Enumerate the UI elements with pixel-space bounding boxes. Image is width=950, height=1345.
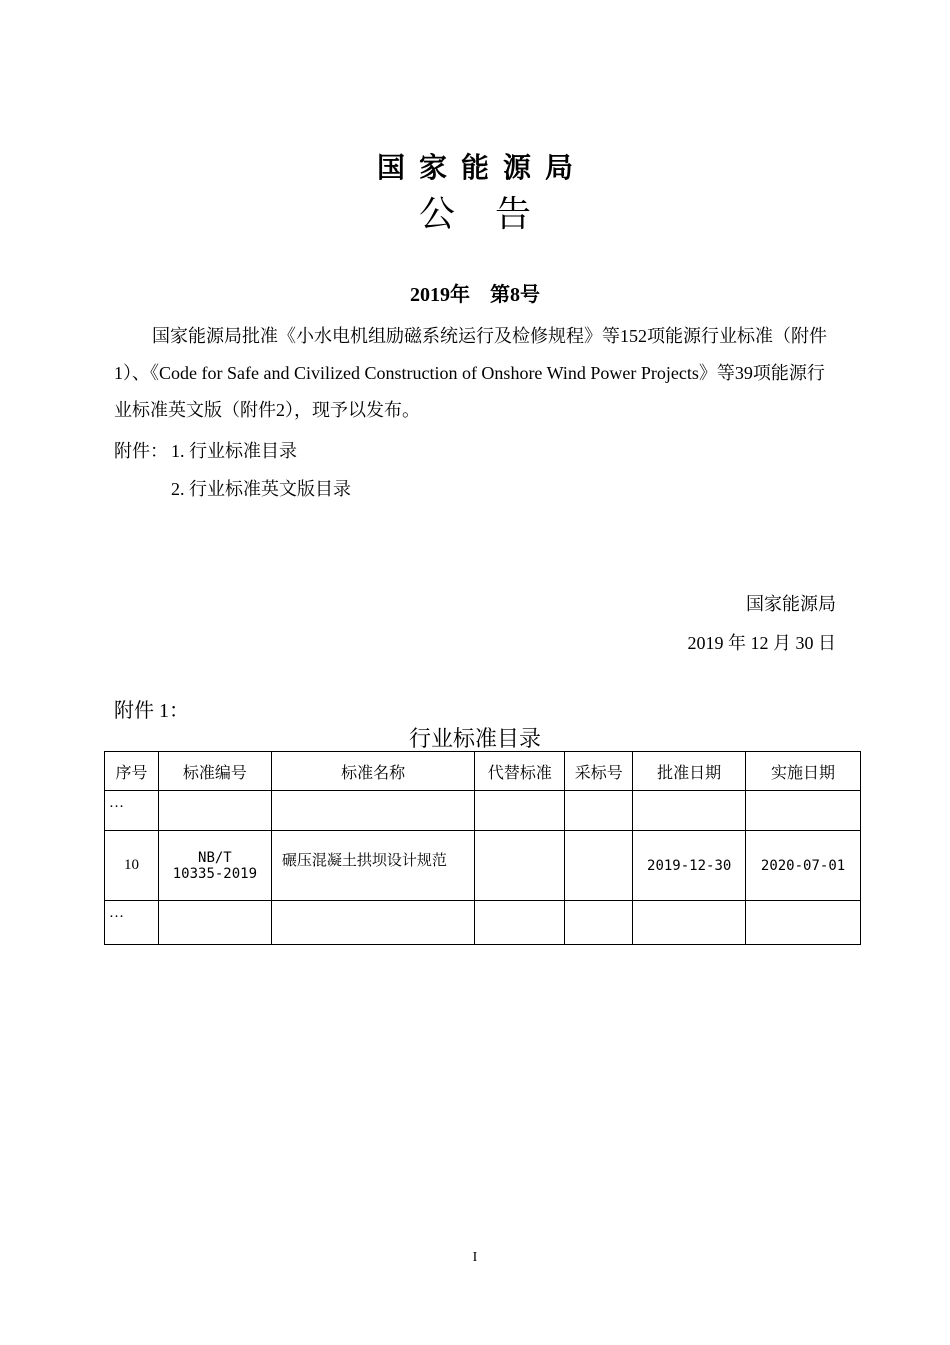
cell-code-line1: NB/T: [198, 849, 232, 866]
standards-table: [104, 751, 861, 945]
cell-replaces: [475, 791, 565, 831]
cell-adopt: [565, 901, 633, 945]
attachment-item-1: 1. 行业标准目录: [171, 441, 297, 461]
cell-implement-date: [746, 791, 861, 831]
attachment-item-2: 2. 行业标准英文版目录: [171, 479, 351, 499]
table-row: [105, 901, 861, 945]
issue-number: 2019年 第8号: [410, 284, 540, 306]
cell-implement-date: 2020-07-01: [746, 831, 861, 901]
cell-name: 碾压混凝土拱坝设计规范: [271, 831, 475, 901]
table-row: [105, 831, 861, 901]
cell-seq: …: [105, 901, 159, 945]
cell-approve-date: [633, 901, 746, 945]
cell-adopt: [565, 831, 633, 901]
attachments-label: 附件：: [114, 441, 168, 461]
col-header-approve-date: 批准日期: [633, 752, 746, 791]
cell-code-line2: 10335-2019: [172, 865, 258, 882]
col-header-adopt: 采标号: [565, 752, 633, 791]
col-header-replaces: 代替标准: [475, 752, 565, 791]
col-header-name: 标准名称: [271, 752, 475, 791]
cell-replaces: [475, 901, 565, 945]
annex-label: 附件 1：: [114, 700, 189, 722]
cell-code: [158, 901, 271, 945]
cell-name: [271, 901, 475, 945]
doc-type: 公告: [418, 194, 571, 234]
signature-org: 国家能源局: [746, 594, 836, 614]
cell-approve-date: 2019-12-30: [633, 831, 746, 901]
cell-adopt: [565, 791, 633, 831]
table-row: [105, 791, 861, 831]
cell-approve-date: [633, 791, 746, 831]
cell-seq: …: [105, 791, 159, 831]
cell-replaces: [475, 831, 565, 901]
announcement-paragraph: 国家能源局批准《小水电机组励磁系统运行及检修规程》等152项能源行业标准（附件1）、《Code for Safe and Civilized Construction of Onshore Wind Power Projects》等39项能源行业标准英文版（附件2），现予以发布。: [114, 326, 827, 420]
cell-seq: 10: [105, 831, 159, 901]
cell-name: [271, 791, 475, 831]
col-header-code: 标准编号: [158, 752, 271, 791]
table-header-row: [105, 752, 861, 791]
cell-code: [158, 791, 271, 831]
org-title: 国家能源局: [376, 153, 587, 184]
cell-implement-date: [746, 901, 861, 945]
col-header-implement-date: 实施日期: [746, 752, 861, 791]
table-title: 行业标准目录: [408, 726, 541, 751]
signature-date: 2019 年 12 月 30 日: [687, 633, 836, 653]
page-number: I: [472, 1250, 478, 1265]
cell-code: [158, 831, 271, 901]
col-header-seq: 序号: [105, 752, 159, 791]
